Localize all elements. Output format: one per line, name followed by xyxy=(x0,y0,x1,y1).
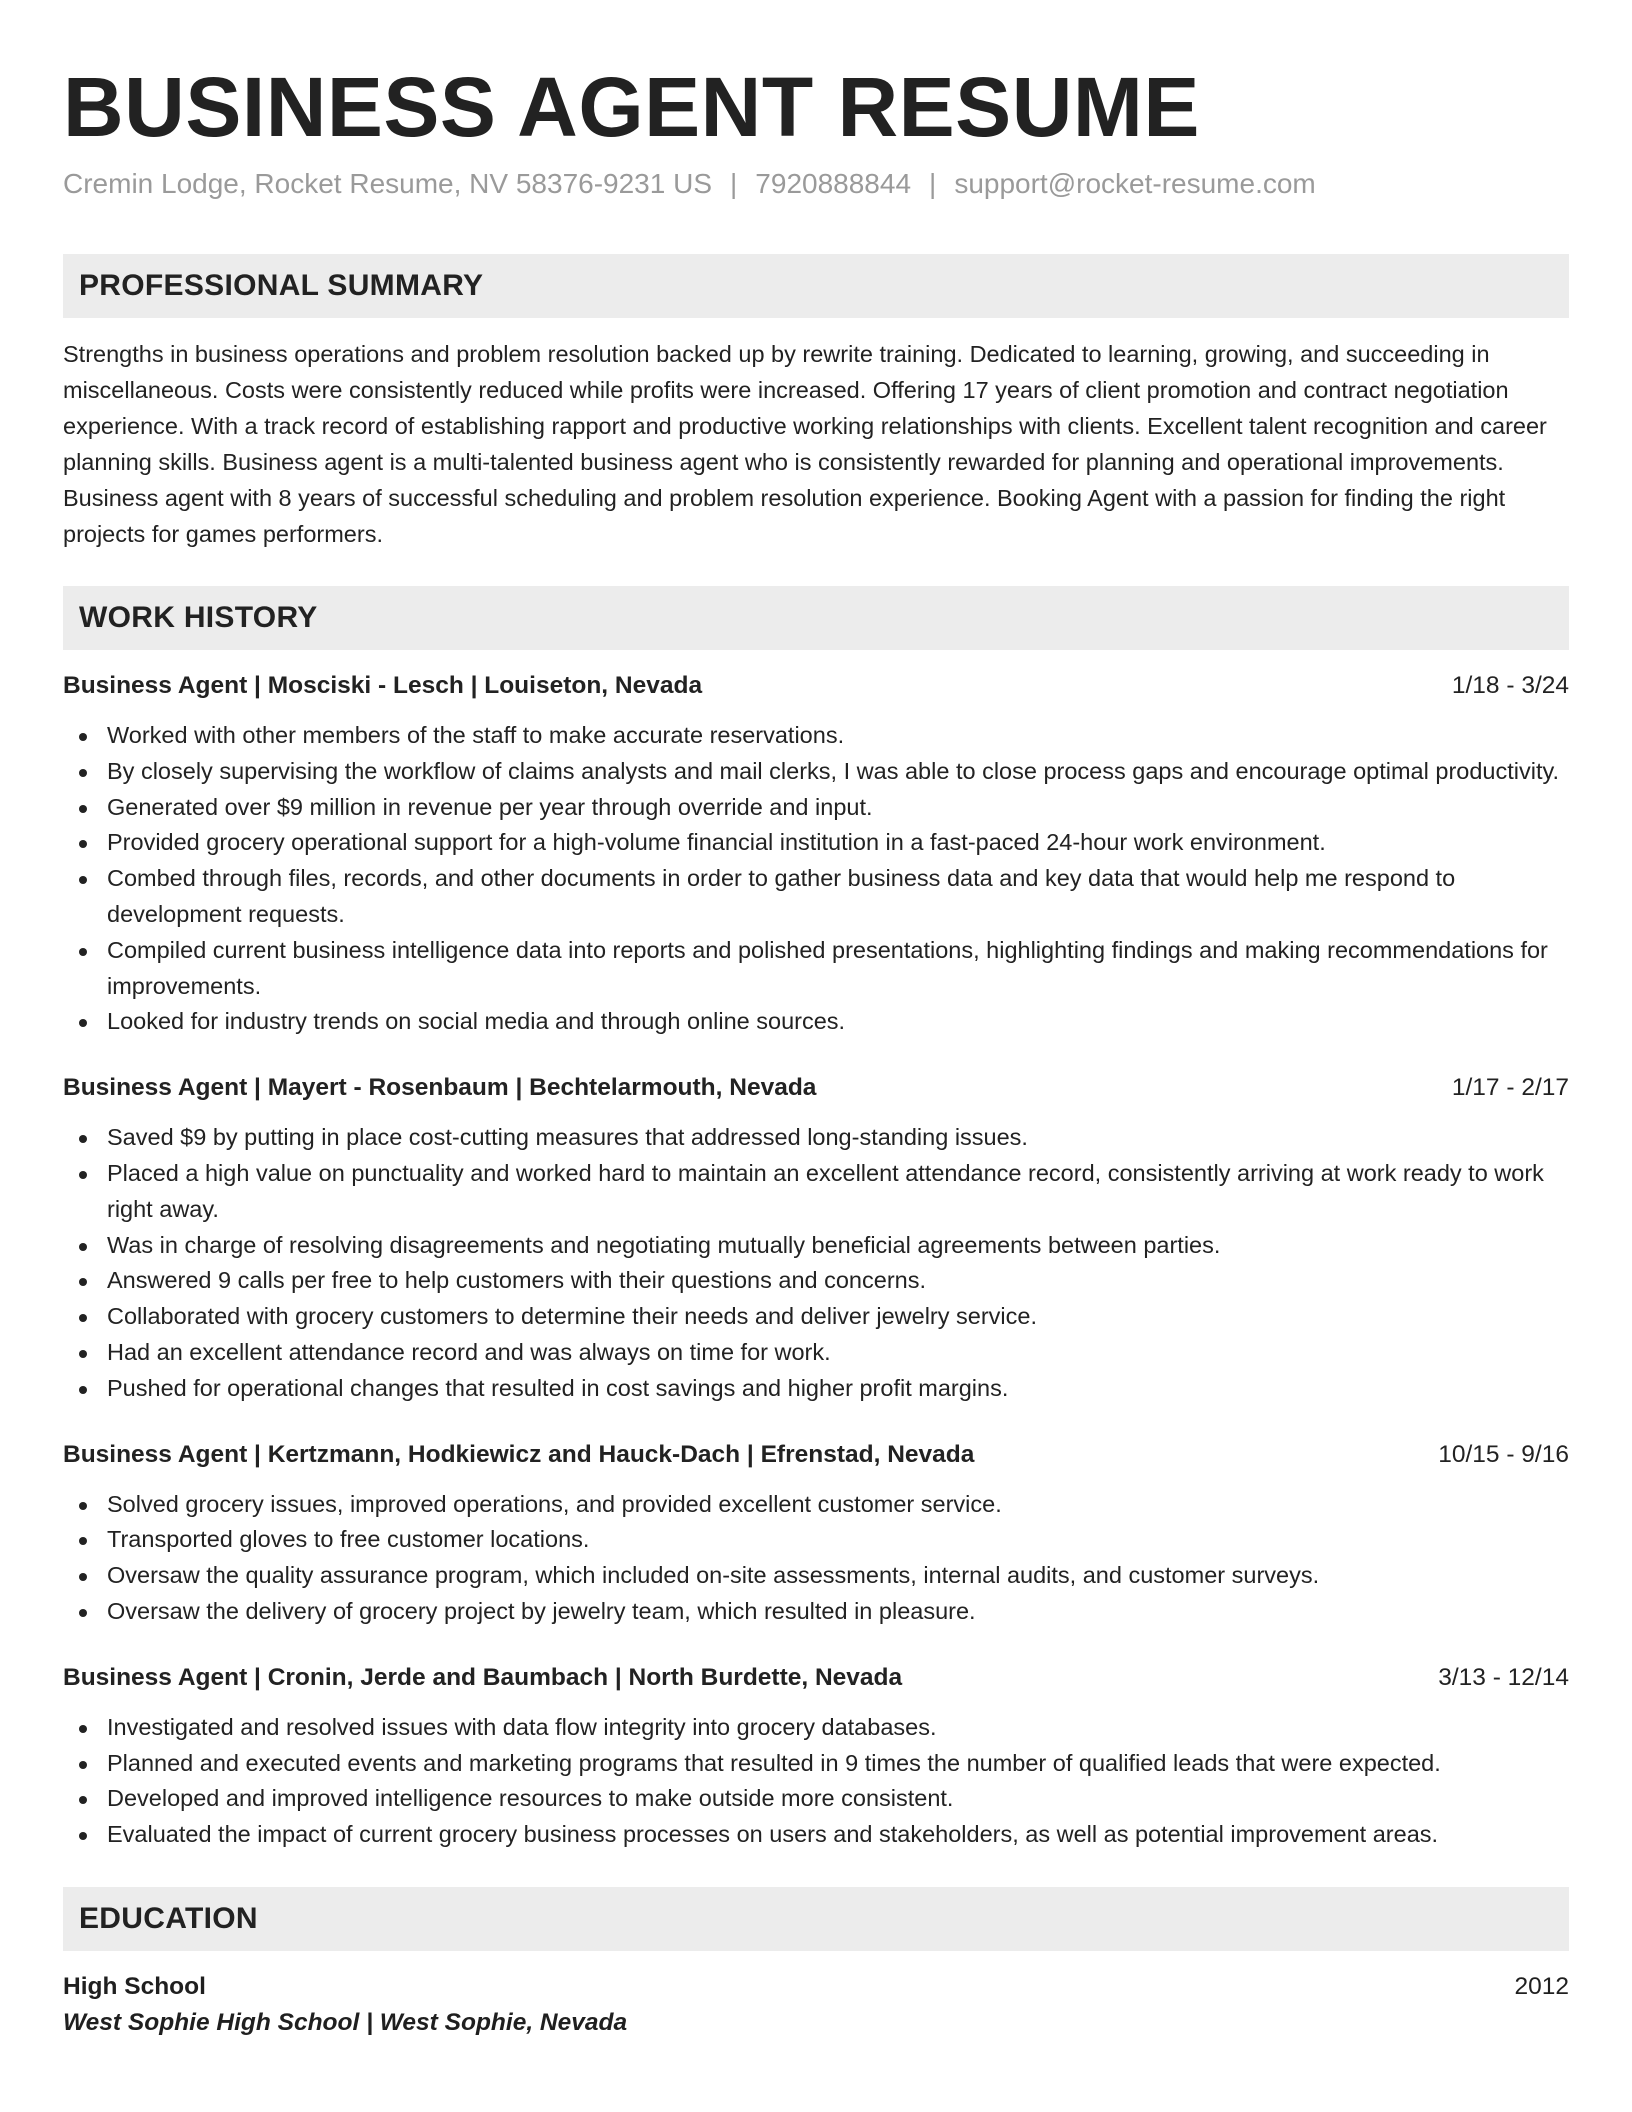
job-header xyxy=(63,668,1569,704)
contact-email: support@rocket-resume.com xyxy=(954,168,1316,199)
job-bullet: Combed through files, records, and other documents in order to gather business data and key data that would help me respond to development requests. xyxy=(63,861,1569,933)
job-bullet: Worked with other members of the staff to make accurate reservations. xyxy=(63,718,1569,754)
job-bullets xyxy=(63,1120,1569,1406)
contact-phone: 7920888844 xyxy=(755,168,912,199)
job-bullet: Developed and improved intelligence resources to make outside more consistent. xyxy=(63,1781,1569,1817)
section-header-work-history: WORK HISTORY xyxy=(63,586,1569,650)
job-dates: 3/13 - 12/14 xyxy=(1438,1663,1569,1691)
job-bullet: Collaborated with grocery customers to determine their needs and deliver jewelry service. xyxy=(63,1299,1569,1335)
education-school: West Sophie High School | West Sophie, Nevada xyxy=(63,2008,628,2036)
job-entry xyxy=(63,1070,1569,1406)
job-bullet: Provided grocery operational support for a high-volume financial institution in a fast-paced 24-hour work environment. xyxy=(63,825,1569,861)
contact-separator: | xyxy=(929,168,937,199)
job-bullet: Solved grocery issues, improved operations, and provided excellent customer service. xyxy=(63,1487,1569,1523)
job-bullet: Answered 9 calls per free to help customers with their questions and concerns. xyxy=(63,1263,1569,1299)
education-degree: High School xyxy=(63,1972,206,2000)
job-title: Business Agent | Kertzmann, Hodkiewicz and Hauck-Dach | Efrenstad, Nevada xyxy=(63,1440,975,1468)
job-title: Business Agent | Mosciski - Lesch | Louiseton, Nevada xyxy=(63,672,703,699)
job-bullet: Was in charge of resolving disagreements and negotiating mutually beneficial agreements between parties. xyxy=(63,1228,1569,1264)
job-bullet: Oversaw the delivery of grocery project by jewelry team, which resulted in pleasure. xyxy=(63,1594,1569,1630)
job-entry xyxy=(63,1660,1569,1853)
job-dates: 1/17 - 2/17 xyxy=(1451,1074,1569,1102)
job-bullet: Planned and executed events and marketing programs that resulted in 9 times the number of qualified leads that were expected. xyxy=(63,1746,1569,1782)
job-title: Business Agent | Cronin, Jerde and Baumbach | North Burdette, Nevada xyxy=(63,1663,903,1691)
job-entry xyxy=(63,668,1569,1040)
job-dates: 1/18 - 3/24 xyxy=(1451,672,1569,699)
job-bullets xyxy=(63,718,1569,1040)
section-header-education: EDUCATION xyxy=(63,1887,1569,1951)
education-entry xyxy=(63,1969,1569,2041)
contact-line xyxy=(63,166,1569,202)
job-bullet: Investigated and resolved issues with data flow integrity into grocery databases. xyxy=(63,1710,1569,1746)
job-entry xyxy=(63,1437,1569,1630)
job-bullet: Compiled current business intelligence data into reports and polished presentations, highlighting findings and making recommendations for improvements. xyxy=(63,933,1569,1005)
job-bullet: Generated over $9 million in revenue per year through override and input. xyxy=(63,790,1569,826)
job-header xyxy=(63,1660,1569,1696)
summary-text: Strengths in business operations and problem resolution backed up by rewrite training. Dedicated to learning, growing, and succeeding in miscellaneous. Costs were consistently reduced while profits were increased. Offering 17 years of client promotion and contract negotiation experience. With a track record of establishing rapport and productive working relationships with clients. Excellent talent recognition and career planning skills. Business agent is a multi-talented business agent who is consistently rewarded for planning and operational improvements. Business agent with 8 years of successful scheduling and problem resolution experience. Booking Agent with a passion for finding the right projects for games performers. xyxy=(63,341,1547,547)
job-bullet: Placed a high value on punctuality and worked hard to maintain an excellent attendance record, consistently arriving at work ready to work right away. xyxy=(63,1156,1569,1228)
job-header xyxy=(63,1437,1569,1473)
education-year: 2012 xyxy=(1514,1972,1569,2000)
job-header xyxy=(63,1070,1569,1106)
job-bullet: Pushed for operational changes that resulted in cost savings and higher profit margins. xyxy=(63,1371,1569,1407)
resume-title: BUSINESS AGENT RESUME xyxy=(63,60,1200,154)
job-bullet: Had an excellent attendance record and was always on time for work. xyxy=(63,1335,1569,1371)
job-bullet: Transported gloves to free customer locations. xyxy=(63,1522,1569,1558)
job-title: Business Agent | Mayert - Rosenbaum | Bechtelarmouth, Nevada xyxy=(63,1074,817,1102)
section-header-summary: PROFESSIONAL SUMMARY xyxy=(63,254,1569,318)
job-bullet: Evaluated the impact of current grocery business processes on users and stakeholders, as well as potential improvement areas. xyxy=(63,1817,1569,1853)
education-header xyxy=(63,1969,1569,2005)
job-bullet: Looked for industry trends on social media and through online sources. xyxy=(63,1004,1569,1040)
job-bullets xyxy=(63,1710,1569,1853)
contact-address: Cremin Lodge, Rocket Resume, NV 58376-9231 US xyxy=(63,168,713,199)
job-bullets xyxy=(63,1487,1569,1630)
contact-separator: | xyxy=(730,168,738,199)
job-bullet: Oversaw the quality assurance program, which included on-site assessments, internal audits, and customer surveys. xyxy=(63,1558,1569,1594)
job-bullet: By closely supervising the workflow of claims analysts and mail clerks, I was able to close process gaps and encourage optimal productivity. xyxy=(63,754,1569,790)
job-bullet: Saved $9 by putting in place cost-cutting measures that addressed long-standing issues. xyxy=(63,1120,1569,1156)
job-dates: 10/15 - 9/16 xyxy=(1438,1440,1569,1468)
